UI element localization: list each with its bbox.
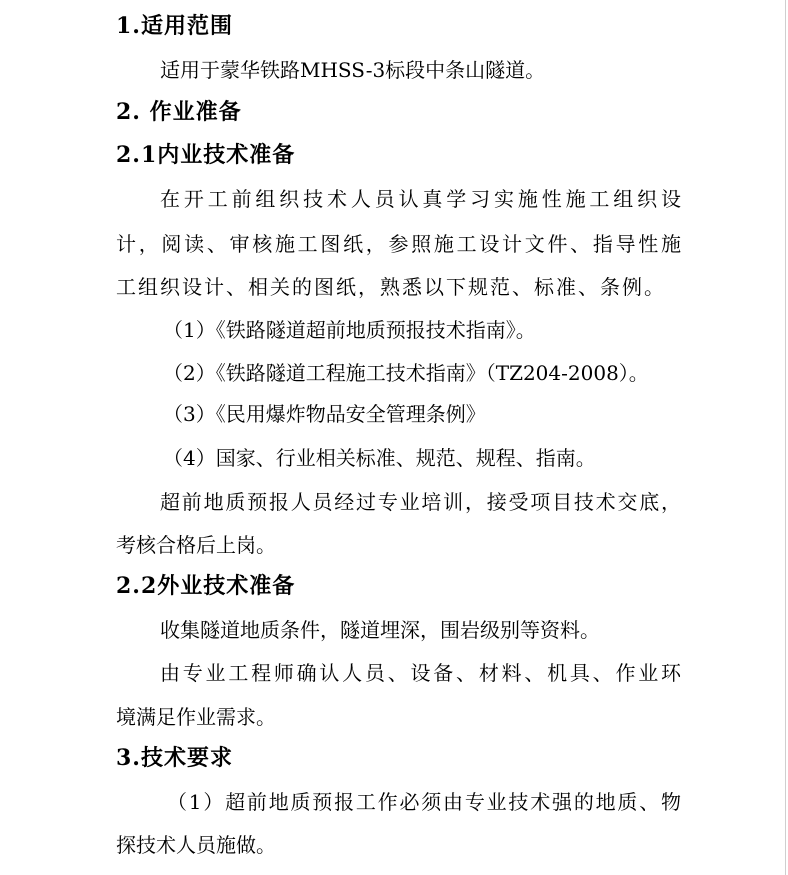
paragraph-engineer-confirm-line-2: 境满足作业需求。	[116, 705, 276, 729]
subsection-heading-2-1: 2.1内业技术准备	[116, 142, 296, 168]
list-item-4: （4）国家、行业相关标准、规范、规程、指南。	[163, 446, 596, 470]
section-heading-1: 1.适用范围	[116, 13, 233, 39]
paragraph-internal-prep-line-1: 在开工前组织技术人员认真学习实施性施工组织设	[160, 187, 681, 211]
section-heading-3: 3.技术要求	[116, 745, 233, 771]
page-edge-divider	[785, 0, 786, 875]
list-item-3: （3）《民用爆炸物品安全管理条例》	[163, 402, 486, 426]
paragraph-requirement-line-1: （1）超前地质预报工作必须由专业技术强的地质、物	[167, 790, 681, 814]
section-heading-2: 2. 作业准备	[116, 99, 242, 125]
paragraph-requirement-line-2: 探技术人员施做。	[116, 833, 276, 857]
paragraph-engineer-confirm-line-1: 由专业工程师确认人员、设备、材料、机具、作业环	[160, 661, 681, 685]
paragraph-geology-data: 收集隧道地质条件，隧道埋深，围岩级别等资料。	[160, 618, 600, 642]
subsection-heading-2-2: 2.2外业技术准备	[116, 573, 296, 599]
list-item-2: （2）《铁路隧道工程施工技术指南》（TZ204-2008）。	[163, 361, 649, 385]
paragraph-training-line-1: 超前地质预报人员经过专业培训，接受项目技术交底，	[160, 490, 681, 514]
paragraph-scope: 适用于蒙华铁路MHSS-3标段中条山隧道。	[160, 58, 546, 82]
paragraph-internal-prep-line-2: 计，阅读、审核施工图纸，参照施工设计文件、指导性施	[116, 232, 681, 256]
paragraph-internal-prep-line-3: 工组织设计、相关的图纸，熟悉以下规范、标准、条例。	[116, 275, 664, 299]
list-item-1: （1）《铁路隧道超前地质预报技术指南》。	[163, 318, 536, 342]
paragraph-training-line-2: 考核合格后上岗。	[116, 533, 276, 557]
